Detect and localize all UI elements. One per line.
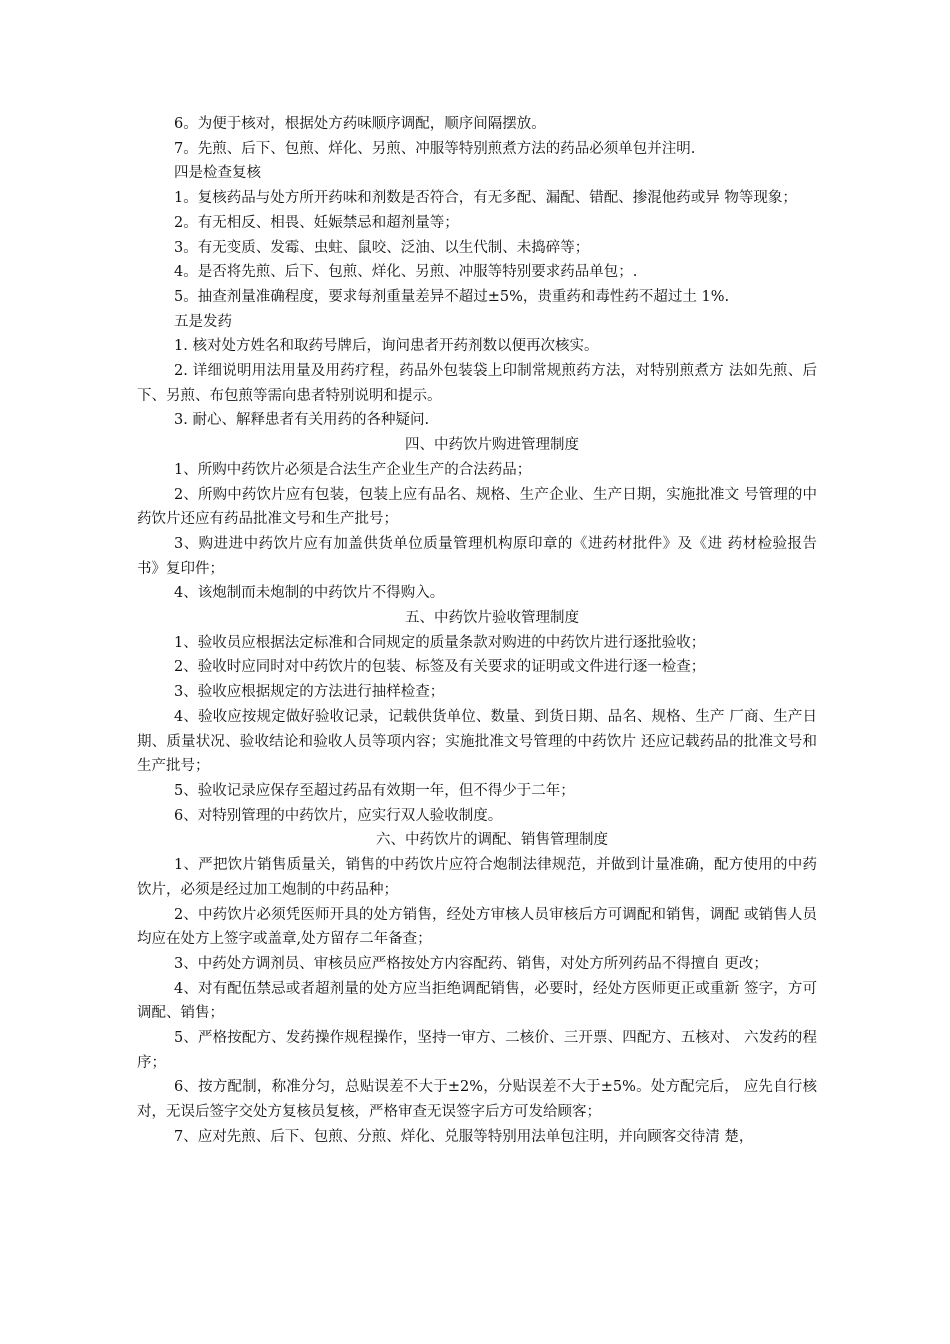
document-body <box>137 112 817 1150</box>
paragraph: 2、所购中药饮片应有包装，包装上应有品名、规格、生产企业、生产日期，实施批准文 号管理的中药饮片还应有药品批准文号和生产批号； <box>137 486 817 528</box>
section-heading-dispensing-sales: 六、中药饮片的调配、销售管理制度 <box>376 832 608 849</box>
section-heading-purchase: 四、中药饮片购进管理制度 <box>405 437 579 454</box>
paragraph: 6。为便于核对，根据处方药味顺序调配，顺序间隔摆放。 <box>174 116 546 132</box>
paragraph: 5、验收记录应保存至超过药品有效期一年，但不得少于二年； <box>174 782 575 799</box>
paragraph: 3、购进进中药饮片应有加盖供货单位质量管理机构原印章的《进药材批件》及《进 药材检验报告书》复印件； <box>137 535 817 577</box>
paragraph: 1。复核药品与处方所开药味和剂数是否符合，有无多配、漏配、错配、掺混他药或异 物等现象； <box>174 190 797 207</box>
paragraph: 2. 详细说明用法用量及用药疗程，药品外包装袋上印制常规煎药方法，对特别煎煮方 法如先煎、后下、另煎、布包煎等需向患者特别说明和提示。 <box>137 363 817 404</box>
paragraph: 6、按方配制，称准分匀，总贴误差不大于±2%，分贴误差不大于±5%。处方配完后， 应先自行核对，无误后签字交处方复核员复核，严格审查无误签字后方可发给顾客； <box>137 1079 817 1121</box>
subheading-dispense: 五是发药 <box>174 313 232 330</box>
paragraph: 7。先煎、后下、包煎、烊化、另煎、冲服等特别煎煮方法的药品必须单包并注明. <box>174 140 696 157</box>
paragraph: 4、该炮制而未炮制的中药饮片不得购入。 <box>174 585 445 602</box>
paragraph: 3. 耐心、解释患者有关用药的各种疑问. <box>174 412 430 429</box>
paragraph: 4、对有配伍禁忌或者超剂量的处方应当拒绝调配销售，必要时，经处方医师更正或重新 签字，方可调配、销售； <box>137 980 817 1022</box>
paragraph: 2。有无相反、相畏、妊娠禁忌和超剂量等； <box>174 214 459 231</box>
paragraph: 4、验收应按规定做好验收记录，记载供货单位、数量、到货日期、品名、规格、生产 厂商、生产日期、质量状况、验收结论和验收人员等项内容；实施批准文号管理的中药饮片 还应记载药品的批准文号和生产批号； <box>137 708 817 775</box>
paragraph: 4。是否将先煎、后下、包煎、烊化、另煎、冲服等特别要求药品单包；. <box>174 264 638 281</box>
paragraph: 3。有无变质、发霉、虫蛀、鼠咬、泛油、以生代制、未捣碎等； <box>174 239 590 256</box>
paragraph: 1. 核对处方姓名和取药号牌后，询问患者开药剂数以便再次核实。 <box>174 338 599 355</box>
paragraph: 3、验收应根据规定的方法进行抽样检查； <box>174 684 445 701</box>
paragraph: 2、验收时应同时对中药饮片的包装、标签及有关要求的证明或文件进行逐一检查； <box>174 659 706 676</box>
paragraph: 1、验收员应根据法定标准和合同规定的质量条款对购进的中药饮片进行逐批验收； <box>174 634 706 651</box>
paragraph: 5、严格按配方、发药操作规程操作，坚持一审方、二核价、三开票、四配方、五核对、 六发药的程序； <box>137 1030 817 1071</box>
paragraph: 1、严把饮片销售质量关，销售的中药饮片应符合炮制法律规范，并做到计量准确，配方使用的中药饮片，必须是经过加工炮制的中药品种； <box>137 857 817 898</box>
paragraph: 7、应对先煎、后下、包煎、分煎、烊化、兑服等特别用法单包注明，并向顾客交待清 楚， <box>174 1128 754 1145</box>
paragraph: 2、中药饮片必须凭医师开具的处方销售，经处方审核人员审核后方可调配和销售，调配 或销售人员均应在处方上签字或盖章,处方留存二年备查； <box>137 906 817 948</box>
paragraph: 3、中药处方调剂员、审核员应严格按处方内容配药、销售，对处方所列药品不得擅自 更改； <box>174 955 768 972</box>
paragraph: 5。抽查剂量准确程度，要求每剂重量差异不超过±5%，贵重药和毒性药不超过土 1%. <box>174 288 730 305</box>
section-heading-acceptance: 五、中药饮片验收管理制度 <box>405 610 579 627</box>
paragraph: 1、所购中药饮片必须是合法生产企业生产的合法药品； <box>174 461 532 478</box>
subheading-check: 四是检查复核 <box>174 165 261 182</box>
paragraph: 6、对特别管理的中药饮片，应实行双人验收制度。 <box>174 807 503 824</box>
